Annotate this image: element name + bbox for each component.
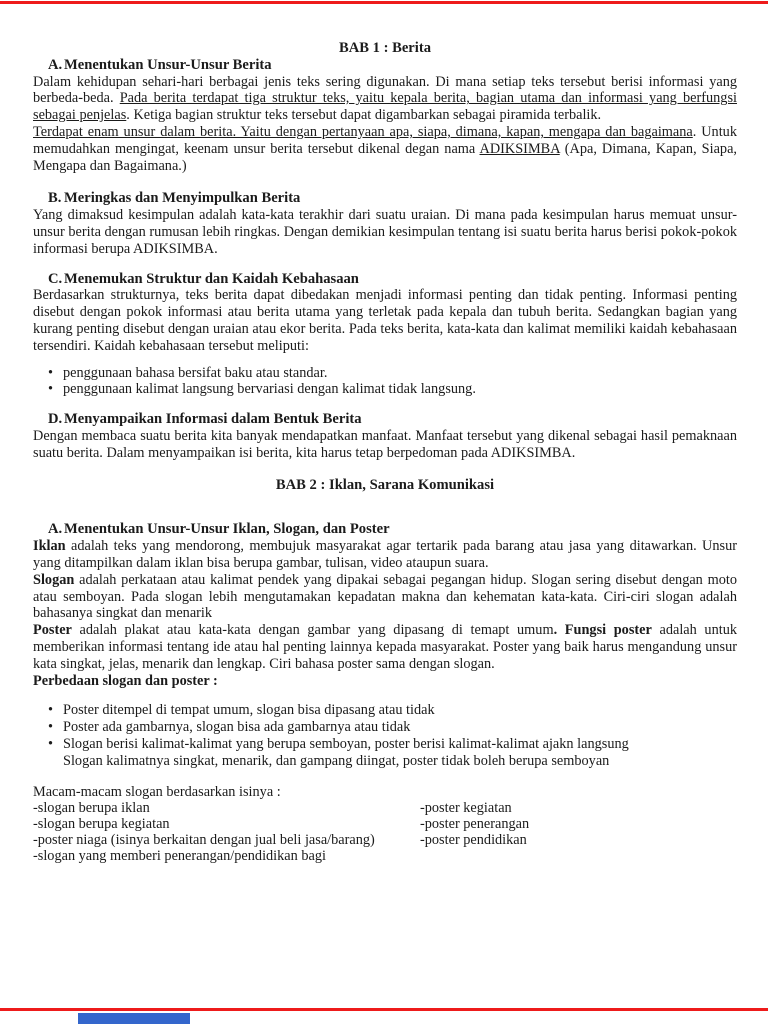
list-item (33, 702, 737, 719)
bab2-para-poster: Poster adalah plakat atau kata-kata dengan gambar yang dipasang di temapt umum. Fungsi poster adalah untuk memberikan informasi tentang ide atau hal penting lainnya kepada masyarakat. Poster yang baik harus mengandung unsur kata singkat, jelas, menarik dan lengkap. Ciri bahasa poster sama dengan slogan. (33, 622, 737, 672)
slogan-type-left-cell: -slogan yang memberi penerangan/pendidikan bagi (33, 848, 326, 865)
slogan-type-left-cell: -poster niaga (isinya berkaitan dengan jual beli jasa/barang) (33, 832, 375, 849)
bab1-section-d-heading (33, 411, 737, 428)
table-row (33, 816, 737, 832)
list-item-text: Poster ada gambarnya, slogan bisa ada gambarnya atau tidak (63, 719, 411, 736)
section-marker: D. (48, 411, 63, 428)
bab2-para-slogan: Slogan adalah perkataan atau kalimat pendek yang dipakai sebagai pegangan hidup. Slogan sering disebut dengan moto atau semboyan. Pada slogan lebih mengutamakan kepadatan makna dan kehematan kata-kata. Ciri-ciri slogan adalah bahasanya singkat dan menarik (33, 571, 737, 622)
bab1-para-unsur-berita: Terdapat enam unsur dalam berita. Yaitu dengan pertanyaan apa, siapa, dimana, kapan, mengapa dan bagaimana. Untuk memudahkan mengingat, keenam unsur berita tersebut dikenal degan nama ADIKSIMBA (Apa, Dimana, Kapan, Siapa, Mengapa dan Bagaimana.) (33, 123, 738, 174)
list-item (33, 365, 737, 382)
list-item-text: Poster ditempel di tempat umum, slogan bisa dipasang atau tidak (63, 702, 435, 719)
bullet-icon: • (48, 719, 54, 736)
table-row (33, 800, 737, 816)
slogan-type-left-cell: -slogan berupa kegiatan (33, 816, 170, 833)
table-row (33, 832, 737, 848)
perbedaan-bullet-list (33, 702, 737, 769)
section-label: Menemukan Struktur dan Kaidah Kebahasaan (64, 270, 359, 287)
perbedaan-heading: Perbedaan slogan dan poster : (33, 672, 218, 689)
section-label: Menyampaikan Informasi dalam Bentuk Berita (64, 411, 362, 428)
bab1-kaidah-bullet-list (33, 365, 737, 399)
poster-type-right-cell: -poster pendidikan (420, 832, 527, 849)
bab1-para-kesimpulan: Yang dimaksud kesimpulan adalah kata-kata terakhir dari suatu uraian. Di mana pada kesimpulan harus memuat unsur-unsur berita dengan rumusan lebih ringkas. Dengan demikian kesimpulan tentang isi suatu berita harus berisi pokok-pokok informasi berupa ADIKSIMBA. (33, 207, 737, 257)
list-item (33, 753, 737, 770)
bullet-icon: • (48, 702, 54, 719)
bab1-title: BAB 1 : Berita (338, 40, 431, 56)
section-marker: A. (48, 521, 63, 538)
macam-slogan-heading: Macam-macam slogan berdasarkan isinya : (33, 784, 281, 801)
list-item-text: penggunaan kalimat langsung bervariasi dengan kalimat tidak langsung. (63, 381, 476, 398)
section-marker: A. (48, 56, 63, 73)
list-item (33, 719, 737, 736)
footer-blue-bar (78, 1013, 190, 1024)
poster-type-right-cell: -poster kegiatan (420, 800, 512, 817)
bab2-title: BAB 2 : Iklan, Sarana Komunikasi (275, 476, 495, 493)
bottom-page-separator-line (0, 1008, 768, 1011)
section-marker: C. (48, 270, 63, 287)
section-label: Menentukan Unsur-Unsur Iklan, Slogan, dan Poster (64, 521, 390, 538)
section-marker: B. (48, 190, 62, 207)
bab1-para-struktur-berita: Dalam kehidupan sehari-hari berbagai jenis teks sering digunakan. Di mana setiap teks tersebut berisi informasi yang berbeda-beda. Pada berita terdapat tiga struktur teks, yaitu kepala berita, bagian utama dan informasi yang berfungsi sebagai penjelas. Ketiga bagian struktur teks tersebut dapat digambarkan sebagai piramida terbalik. (33, 73, 737, 124)
list-item-text: Slogan berisi kalimat-kalimat yang berupa semboyan, poster berisi kalimat-kalimat ajakn langsung (63, 735, 629, 752)
bab2-section-a-heading (33, 521, 737, 538)
poster-type-right-cell: -poster penerangan (420, 816, 530, 833)
poster-type-right-cell (420, 848, 737, 864)
bab1-section-a-heading (33, 57, 737, 74)
bullet-icon (48, 753, 63, 770)
bullet-icon: • (48, 364, 54, 381)
macam-slogan-section (33, 784, 737, 864)
bab1-section-b-heading (33, 190, 737, 207)
macam-slogan-columns (33, 800, 737, 864)
bullet-icon: • (48, 735, 54, 752)
list-item (33, 381, 737, 398)
list-item-text: penggunaan bahasa bersifat baku atau standar. (63, 364, 328, 381)
bab1-section-c-heading (33, 271, 737, 288)
bab1-para-manfaat: Dengan membaca suatu berita kita banyak mendapatkan manfaat. Manfaat tersebut yang dikenal sebagai hasil pemaknaan suatu berita. Dalam menyampaikan isi berita, kita harus tetap berpedoman pada ADIKSIMBA. (33, 427, 737, 461)
bullet-icon: • (48, 381, 54, 398)
list-item-text: Slogan kalimatnya singkat, menarik, dan gampang diingat, poster tidak boleh berupa semboyan (63, 752, 610, 769)
table-row (33, 848, 737, 864)
bab2-para-iklan: Iklan adalah teks yang mendorong, membujuk masyarakat agar tertarik pada barang atau jasa yang ditawarkan. Unsur yang ditampilkan dalam iklan bisa berupa gambar, tulisan, video ataupun suara. (33, 538, 737, 571)
slogan-type-left-cell: -slogan berupa iklan (33, 800, 150, 817)
section-label: Menentukan Unsur-Unsur Berita (64, 56, 272, 73)
section-label: Meringkas dan Menyimpulkan Berita (64, 190, 301, 207)
list-item (33, 736, 737, 753)
bab1-para-kaidah-kebahasaan: Berdasarkan strukturnya, teks berita dapat dibedakan menjadi informasi penting dan tidak penting. Informasi penting disebut dengan pokok informasi atau berita utama yang terletak pada kepala dan tubuh berita. Sedangkan bagian yang kurang penting disebut dengan uraian atau ekor berita. Pada teks berita, kata-kata dan kalimat memiliki kaidah kebahasaan tersendiri. Kaidah kebahasaan tersebut meliputi: (33, 287, 737, 354)
